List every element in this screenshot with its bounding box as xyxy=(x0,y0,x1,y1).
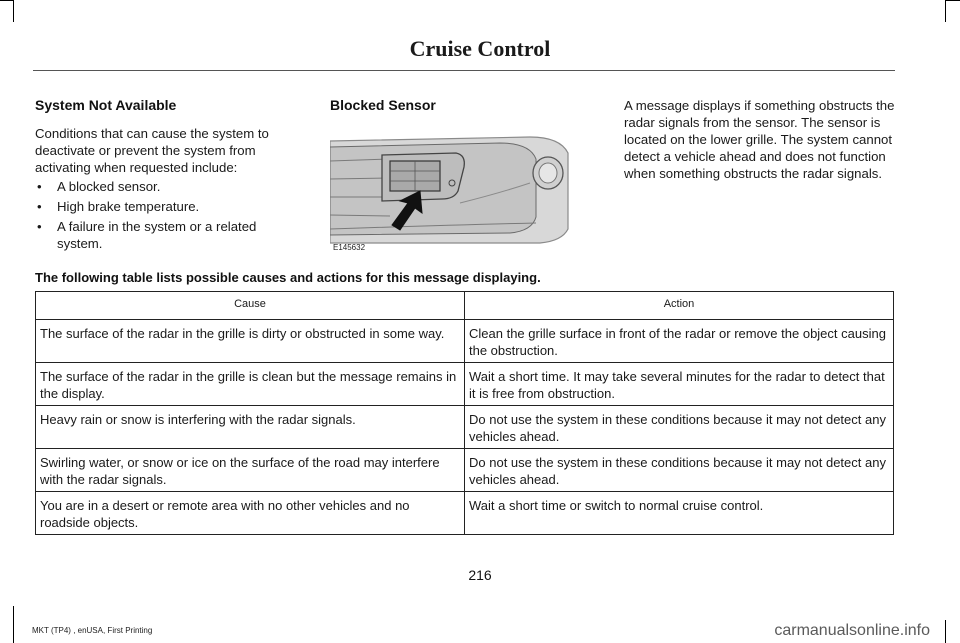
header-divider xyxy=(33,70,895,71)
crop-mark-bottom-left xyxy=(13,606,14,643)
grille-radar-sensor-illustration xyxy=(330,133,570,245)
table-row xyxy=(36,492,894,535)
action-cell: Clean the grille surface in front of the radar or remove the object causing the obstruction. xyxy=(465,320,894,363)
table-row xyxy=(36,363,894,406)
action-cell: Do not use the system in these conditions because it may not detect any vehicles ahead. xyxy=(465,406,894,449)
grille-sensor-icon xyxy=(330,133,570,245)
column-header-action: Action xyxy=(465,292,894,320)
page-number: 216 xyxy=(468,567,492,583)
blocked-sensor-description: A message displays if something obstructs the radar signals from the sensor. The sensor is located on the lower grille. The system cannot detect a vehicle ahead and does not function when something obstructs the radar signals. xyxy=(624,98,895,181)
action-cell: Do not use the system in these conditions because it may not detect any vehicles ahead. xyxy=(465,449,894,492)
action-cell: Wait a short time or switch to normal cruise control. xyxy=(465,492,894,535)
system-not-available-intro: Conditions that can cause the system to deactivate or prevent the system from activating when requested include: xyxy=(35,126,269,175)
cause-cell: You are in a desert or remote area with no other vehicles and no roadside objects. xyxy=(36,492,465,535)
watermark: carmanualsonline.info xyxy=(774,622,930,639)
action-cell: Wait a short time. It may take several minutes for the radar to detect that it is free from obstruction. xyxy=(465,363,894,406)
table-header-row xyxy=(36,292,894,320)
table-row xyxy=(36,320,894,363)
figure-caption: E145632 xyxy=(333,243,366,252)
list-item: • High brake temperature. xyxy=(35,198,290,215)
section-heading-blocked-sensor: Blocked Sensor xyxy=(330,97,436,113)
crop-mark-top-right-vertical xyxy=(945,0,946,22)
crop-mark-top-right xyxy=(945,0,960,1)
column-header-cause: Cause xyxy=(36,292,465,320)
table-row xyxy=(36,406,894,449)
section-heading-system-not-available: System Not Available xyxy=(35,97,177,113)
list-item: • A failure in the system or a related system. xyxy=(35,218,290,252)
page-title: Cruise Control xyxy=(409,36,551,61)
list-item: • A blocked sensor. xyxy=(35,178,290,195)
cause-cell: Heavy rain or snow is interfering with the radar signals. xyxy=(36,406,465,449)
causes-actions-table xyxy=(35,291,894,535)
conditions-list xyxy=(35,178,290,255)
cause-cell: Swirling water, or snow or ice on the surface of the road may interfere with the radar signals. xyxy=(36,449,465,492)
table-intro: The following table lists possible causes and actions for this message displaying. xyxy=(35,270,541,285)
cause-cell: The surface of the radar in the grille is dirty or obstructed in some way. xyxy=(36,320,465,363)
crop-mark-top-left-vertical xyxy=(13,0,14,22)
printing-info: MKT (TP4) , enUSA, First Printing xyxy=(32,626,153,635)
crop-mark-top-left xyxy=(0,0,14,1)
crop-mark-bottom-right xyxy=(945,620,946,643)
cause-cell: The surface of the radar in the grille is clean but the message remains in the display. xyxy=(36,363,465,406)
table-row xyxy=(36,449,894,492)
